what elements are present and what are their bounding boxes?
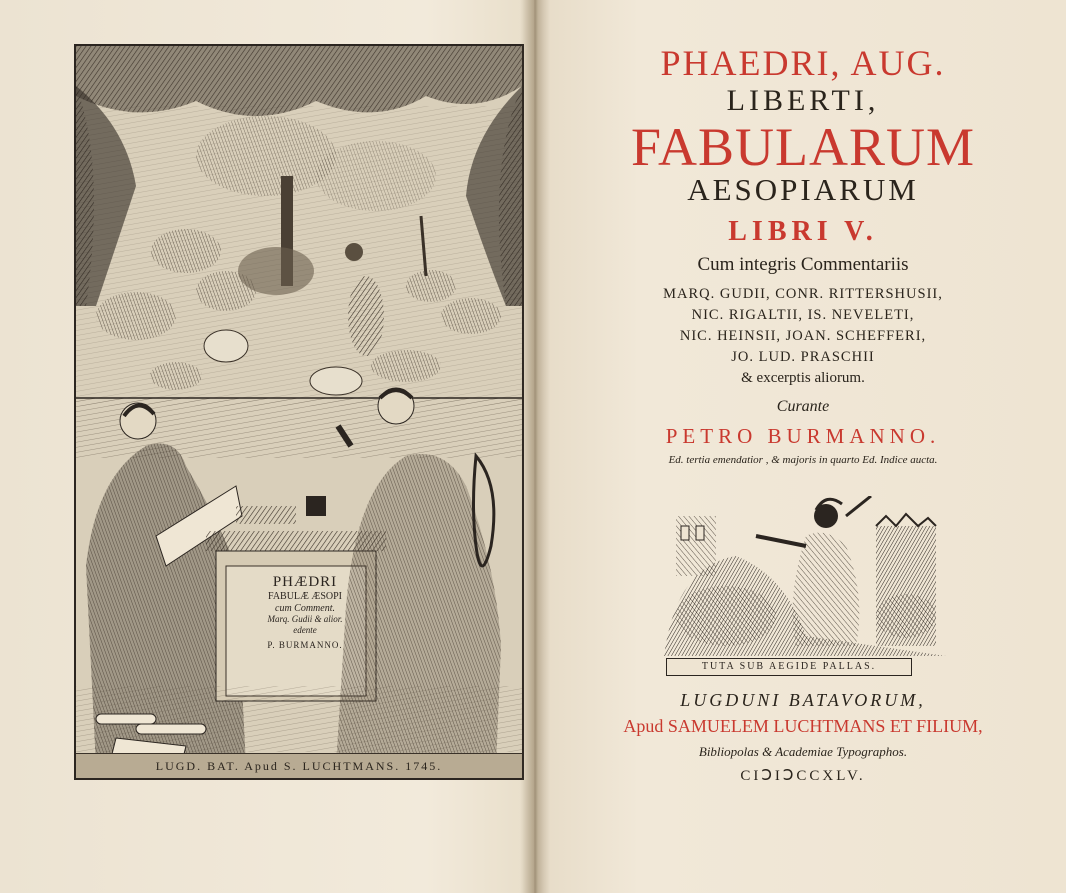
engraving-illustration (76, 46, 522, 778)
frontispiece-engraving (74, 44, 524, 780)
pedestal-line: FABULÆ ÆSOPI (268, 591, 342, 603)
pedestal-line: edente (293, 624, 317, 635)
vignette-motto: TUTA SUB AEGIDE PALLAS. (666, 658, 912, 676)
title-line-commentariis: Cum integris Commentariis (697, 254, 909, 275)
commentator-line: NIC. RIGALTII, IS. NEVELETI, (691, 307, 915, 323)
title-line-aesopiarum: AESOPIARUM (687, 172, 919, 207)
title-page (540, 0, 1066, 893)
pedestal-line: cum Comment. (275, 602, 335, 614)
pedestal-line: P. BURMANNO. (267, 639, 343, 650)
imprint-role: Bibliopolas & Academiae Typographos. (698, 744, 908, 759)
commentator-names (540, 284, 1066, 368)
frontispiece-caption: LUGD. BAT. Apud S. LUCHTMANS. 1745. (76, 753, 522, 778)
imprint-city: LUGDUNI BATAVORUM, (680, 690, 926, 710)
curante-line: Curante (776, 398, 830, 415)
commentator-line: NIC. HEINSII, JOAN. SCHEFFERI, (679, 328, 927, 344)
imprint-publisher: Apud SAMUELEM LUCHTMANS ET FILIUM, (623, 716, 983, 736)
pedestal-inscription (244, 574, 366, 650)
title-line-liberti: LIBERTI, (726, 84, 880, 117)
excerpts-line: & excerptis aliorum. (741, 370, 865, 386)
commentator-line: MARQ. GUDII, CONR. RITTERSHUSII, (663, 286, 943, 302)
pallas-vignette (656, 496, 952, 672)
commentator-line: JO. LUD. PRASCHII (731, 349, 875, 365)
pedestal-line: PHÆDRI (272, 574, 338, 590)
editor-name: PETRO BURMANNO. (665, 424, 941, 448)
title-line-libri: LIBRI V. (728, 216, 878, 247)
pedestal-line: Marq. Gudii & alior. (267, 614, 343, 625)
title-line-author: PHAEDRI, AUG. (660, 43, 946, 83)
imprint-year: CIↃIↃCCXLV. (740, 768, 866, 784)
edition-note: Ed. tertia emendatior , & majoris in quarto Ed. Indice aucta. (668, 454, 938, 466)
title-line-fabularum: FABULARUM (630, 117, 976, 177)
